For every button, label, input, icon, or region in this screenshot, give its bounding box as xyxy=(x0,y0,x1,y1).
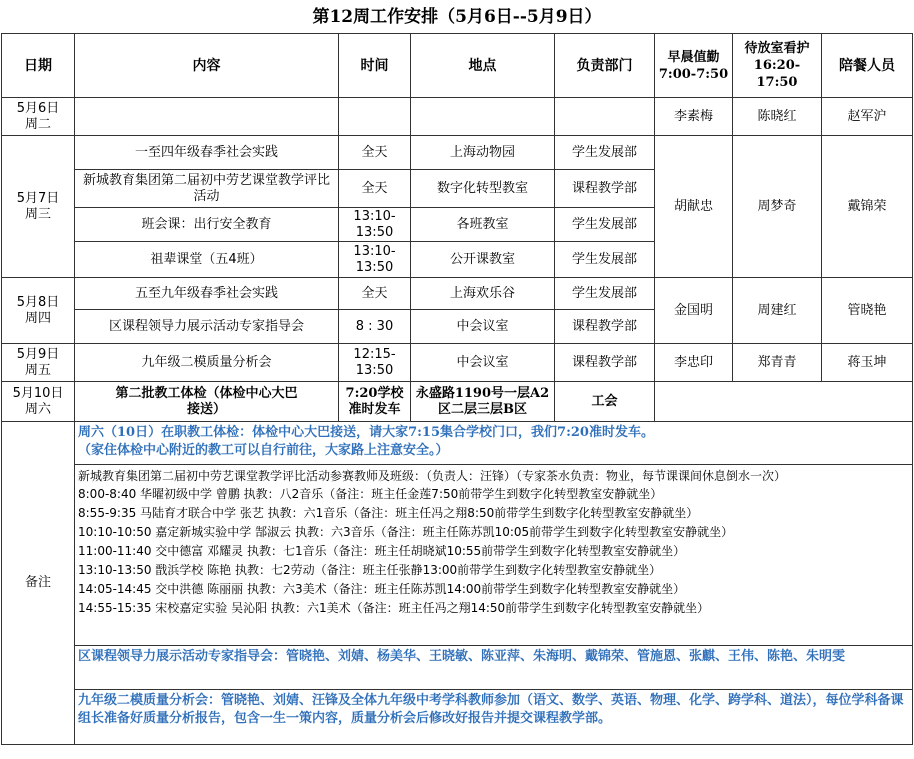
empty-cell xyxy=(655,382,913,422)
place-cell: 上海欢乐谷 xyxy=(411,278,555,310)
dept-cell: 学生发展部 xyxy=(555,208,655,242)
date-cell xyxy=(2,344,75,382)
expert-meeting-note: 区课程领导力展示活动专家指导会：管晓艳、刘婧、杨美华、王晓敏、陈亚萍、朱海明、戴锦荣、管施恩、张麒、王伟、陈艳、朱明雯 xyxy=(78,649,846,664)
content-cell: 五至九年级春季社会实践 xyxy=(75,278,339,310)
morning-duty-cell: 李素梅 xyxy=(655,98,733,136)
weekday-label: 周三 xyxy=(24,206,51,222)
remarks-row xyxy=(2,465,913,646)
dept-cell: 课程教学部 xyxy=(555,310,655,344)
schedule-table xyxy=(1,33,913,745)
care-duty-cell: 周梦奇 xyxy=(733,136,822,278)
competition-slot: 13:10-13:50 戬浜学校 陈艳 执教：七2劳动（备注：班主任张静13:00前带学生到数字化转型教室安静就坐） xyxy=(78,563,662,577)
remarks-label: 备注 xyxy=(2,422,75,745)
header-content: 内容 xyxy=(75,34,339,98)
table-row xyxy=(2,344,913,382)
page-title: 第12周工作安排（5月6日--5月9日） xyxy=(312,7,602,27)
place-cell: 各班教室 xyxy=(411,208,555,242)
dept-cell: 学生发展部 xyxy=(555,242,655,278)
weekday-label: 周四 xyxy=(24,310,51,326)
meal-cell: 戴锦荣 xyxy=(822,136,913,278)
care-duty-cell: 周建红 xyxy=(733,278,822,344)
place-cell: 公开课教室 xyxy=(411,242,555,278)
header-meal: 陪餐人员 xyxy=(822,34,913,98)
place-cell: 数字化转型教室 xyxy=(411,170,555,208)
header-row xyxy=(2,34,913,98)
date-cell xyxy=(2,382,75,422)
remarks-row xyxy=(2,646,913,690)
date-label: 5月8日 xyxy=(16,294,60,310)
competition-slot: 8:00-8:40 华曜初级中学 曾鹏 执教：八2音乐（备注：班主任金莲7:50前带学生到数字化转型教室安静就坐） xyxy=(78,487,663,501)
competition-slot: 14:05-14:45 交中洪德 陈丽丽 执教：六3美术（备注：班主任陈苏凯14:00前带学生到数字化转型教室安静就坐） xyxy=(78,582,686,596)
analysis-meeting-note: 九年级二模质量分析会：管晓艳、刘婧、汪锋及全体九年级中考学科教师参加（语文、数学、英语、物理、化学、跨学科、道法），每位学科备课组长准备好质量分析报告，包含一生一策内容，质量分析会后修改好报告并提交课程教学部。 xyxy=(78,693,904,726)
header-care-duty xyxy=(733,34,822,98)
header-time: 时间 xyxy=(339,34,411,98)
table-row xyxy=(2,278,913,310)
header-place: 地点 xyxy=(411,34,555,98)
table-row xyxy=(2,136,913,170)
remarks-analysis-cell xyxy=(75,690,913,745)
time-cell: 12:15-13:50 xyxy=(339,344,411,382)
remarks-notice-cell xyxy=(75,422,913,465)
dept-cell: 学生发展部 xyxy=(555,136,655,170)
header-dept: 负责部门 xyxy=(555,34,655,98)
meal-cell: 赵军沪 xyxy=(822,98,913,136)
table-row xyxy=(2,98,913,136)
date-cell xyxy=(2,278,75,344)
competition-slot: 11:00-11:40 交中德富 邓耀灵 执教：七1音乐（备注：班主任胡晓斌10:55前带学生到数字化转型教室安静就坐） xyxy=(78,544,686,558)
place-cell: 中会议室 xyxy=(411,344,555,382)
content-cell: 新城教育集团第二届初中劳艺课堂教学评比活动 xyxy=(75,170,339,208)
table-row xyxy=(2,382,913,422)
remarks-competition-cell xyxy=(75,465,913,646)
header-morning-time: 7:00-7:50 xyxy=(658,66,729,82)
morning-duty-cell: 金国明 xyxy=(655,278,733,344)
place-cell: 中会议室 xyxy=(411,310,555,344)
place-cell: 上海动物园 xyxy=(411,136,555,170)
dept-cell xyxy=(555,98,655,136)
dept-cell: 课程教学部 xyxy=(555,170,655,208)
weekday-label: 周二 xyxy=(24,116,51,132)
date-label: 5月6日 xyxy=(16,100,60,116)
remarks-notice-1: 周六（10日）在职教工体检：体检中心大巴接送，请大家7:15集合学校门口，我们7:20准时发车。 xyxy=(78,425,654,440)
care-duty-cell: 郑青青 xyxy=(733,344,822,382)
remarks-notice-2: （家住体检中心附近的教工可以自行前往，大家路上注意安全。） xyxy=(78,443,449,458)
date-label: 5月10日 xyxy=(12,385,64,401)
time-cell: 13:10-13:50 xyxy=(339,208,411,242)
meal-cell: 蒋玉坤 xyxy=(822,344,913,382)
competition-slot: 14:55-15:35 宋校嘉定实验 吴沁阳 执教：六1美术（备注：班主任冯之翔14:50前带学生到数字化转型教室安静就坐） xyxy=(78,601,710,615)
competition-slot: 10:10-10:50 嘉定新城实验中学 郜淑云 执教：六3音乐（备注：班主任陈苏凯10:05前带学生到数字化转型教室安静就坐） xyxy=(78,525,734,539)
content-cell: 第二批教工体检（体检中心大巴接送） xyxy=(75,382,339,422)
meal-cell: 管晓艳 xyxy=(822,278,913,344)
care-duty-cell: 陈晓红 xyxy=(733,98,822,136)
dept-cell: 工会 xyxy=(555,382,655,422)
remarks-expert-cell xyxy=(75,646,913,690)
content-cell: 九年级二模质量分析会 xyxy=(75,344,339,382)
place-cell: 永盛路1190号一层A2区二层三层B区 xyxy=(411,382,555,422)
content-cell: 班会课：出行安全教育 xyxy=(75,208,339,242)
header-morning-label: 早晨值勤 xyxy=(667,49,720,65)
time-cell: 全天 xyxy=(339,278,411,310)
weekday-label: 周六 xyxy=(24,401,51,417)
dept-cell: 学生发展部 xyxy=(555,278,655,310)
content-cell xyxy=(75,98,339,136)
time-cell: 全天 xyxy=(339,170,411,208)
content-cell: 区课程领导力展示活动专家指导会 xyxy=(75,310,339,344)
header-morning-duty xyxy=(655,34,733,98)
time-cell xyxy=(339,98,411,136)
remarks-row xyxy=(2,422,913,465)
header-date: 日期 xyxy=(2,34,75,98)
header-care-time: 16:20-17:50 xyxy=(753,58,801,90)
competition-intro: 新城教育集团第二届初中劳艺课堂教学评比活动参赛教师及班级：（负责人：汪锋）（专家茶水负责：物业，每节课课间休息倒水一次） xyxy=(78,469,787,483)
date-label: 5月9日 xyxy=(16,346,60,362)
time-cell: 8 : 30 xyxy=(339,310,411,344)
date-label: 5月7日 xyxy=(16,190,60,206)
dept-cell: 课程教学部 xyxy=(555,344,655,382)
competition-slot: 8:55-9:35 马陆育才联合中学 张艺 执教：六1音乐（备注：班主任冯之翔8:50前带学生到数字化转型教室安静就坐） xyxy=(78,506,699,520)
weekday-label: 周五 xyxy=(24,362,51,378)
morning-duty-cell: 李忠印 xyxy=(655,344,733,382)
place-cell xyxy=(411,98,555,136)
date-cell xyxy=(2,136,75,278)
time-cell: 13:10-13:50 xyxy=(339,242,411,278)
content-cell: 一至四年级春季社会实践 xyxy=(75,136,339,170)
date-cell xyxy=(2,98,75,136)
time-cell: 7:20学校准时发车 xyxy=(339,382,411,422)
time-cell: 全天 xyxy=(339,136,411,170)
remarks-row xyxy=(2,690,913,745)
morning-duty-cell: 胡献忠 xyxy=(655,136,733,278)
content-cell: 祖辈课堂（五4班） xyxy=(75,242,339,278)
header-care-label: 待放室看护 xyxy=(744,41,810,56)
